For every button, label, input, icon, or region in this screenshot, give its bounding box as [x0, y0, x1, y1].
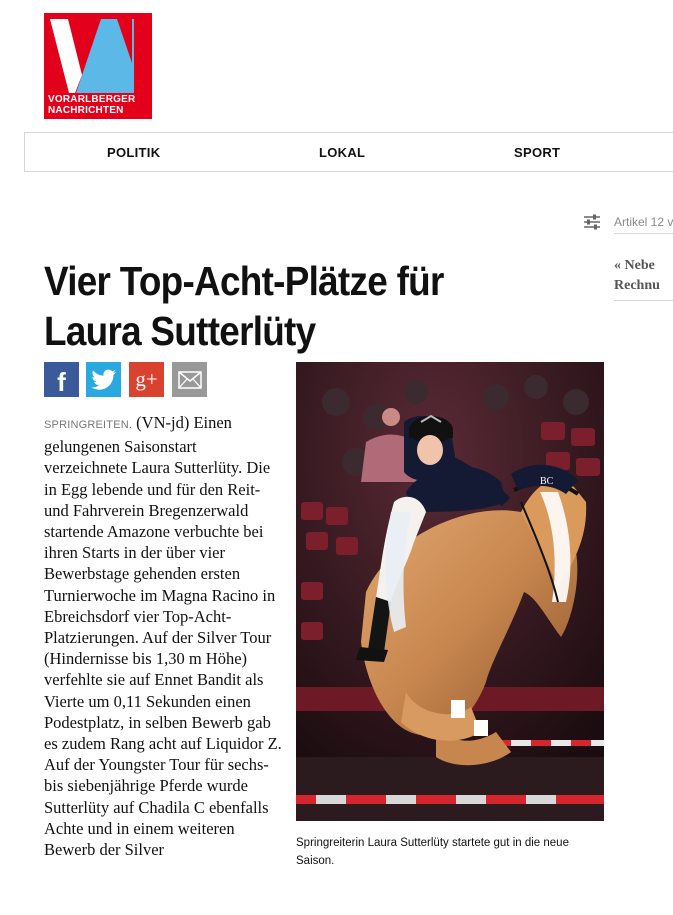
logo-text-line1: VORARLBERGER: [48, 94, 136, 105]
divider: [614, 233, 673, 234]
article-lead: SPRINGREITEN.: [44, 419, 133, 431]
mail-icon: [178, 371, 202, 389]
article-title: Vier Top-Acht-Plätze für Laura Sutterlüty: [44, 258, 444, 354]
photo-caption: Springreiterin Laura Sutterlüty startete gut in die neue Saison.: [296, 837, 569, 867]
showjumping-photo: [296, 362, 604, 821]
sliders-icon[interactable]: [583, 214, 601, 235]
main-nav: [24, 132, 673, 172]
facebook-share-button[interactable]: [44, 362, 79, 397]
sidebar-link-line2: Rechnu: [614, 278, 660, 293]
facebook-icon: f: [57, 367, 66, 397]
bridle-letters: BC: [540, 476, 554, 487]
logo-text-line2: NACHRICHTEN: [48, 105, 124, 116]
twitter-share-button[interactable]: [86, 362, 121, 397]
article-count: Artikel 12 v: [614, 215, 673, 229]
article-photo[interactable]: [296, 362, 604, 821]
vn-logo[interactable]: [44, 13, 152, 119]
nav-item-lokal[interactable]: LOKAL: [319, 145, 366, 160]
article-body: [44, 412, 284, 860]
sidebar-related-article[interactable]: [614, 256, 673, 296]
twitter-icon: [91, 369, 117, 391]
google-plus-share-button[interactable]: [129, 362, 164, 397]
nav-item-politik[interactable]: POLITIK: [107, 145, 161, 160]
google-plus-icon: g+: [135, 367, 158, 391]
divider: [614, 300, 673, 301]
article-text: (VN-jd) Einen gelungenen Saisonstart verzeichnete Laura Sutterlüty. Die in Egg lebende und für den Reit- und Fahrverein Bregenzerwald startende Amazone verbuchte bei ihren Starts in der über vier Bewerbstage gehenden ersten Turnierwoche im Magna Racino in Ebreichsdorf vier Top-Acht-Platzierungen. Auf der Silver Tour (Hindernisse bis 1,30 m Höhe) verfehlte sie auf Ennet Bandit als Vierte um 0,11 Sekunden einen Podestplatz, in selben Bewerb gab es zudem Rang acht auf Liquidor Z. Auf der Youngster Tour für sechs- bis siebenjährige Pferde wurde Sutterlüty auf Chadila C ebenfalls Achte und in einem weiteren Bewerb der Silver: [44, 413, 282, 860]
mail-share-button[interactable]: [172, 362, 207, 397]
nav-item-sport[interactable]: SPORT: [514, 145, 561, 160]
sidebar-link-line1: « Nebe: [614, 258, 655, 273]
